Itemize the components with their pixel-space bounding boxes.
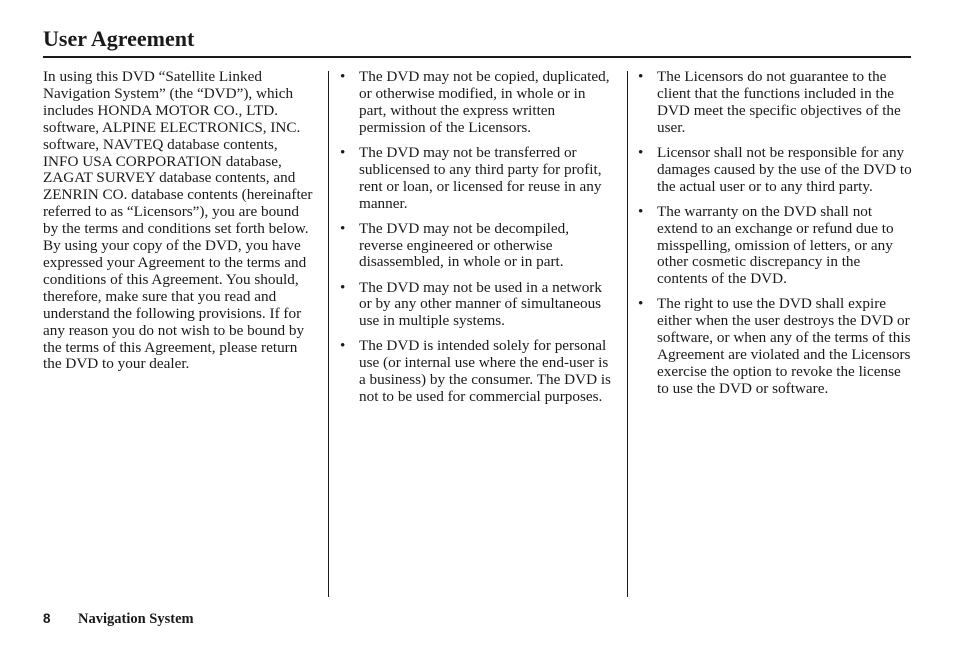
bullet-icon: • — [340, 219, 346, 237]
list-item-text: The right to use the DVD shall expire either when the user destroys the DVD or software, or when any of the terms of this Agreement are violated and the Licensors exercise the option to revoke the license to use the DVD or software. — [657, 295, 911, 397]
title-rule — [43, 56, 911, 58]
disclaimers-list — [638, 69, 912, 398]
intro-column — [43, 69, 315, 373]
intro-paragraph: In using this DVD “Satellite Linked Navigation System” (the “DVD”), which includes HONDA MOTOR CO., LTD. software, ALPINE ELECTRONICS, INC. software, NAVTEQ database contents, INFO USA CORPORATION database, ZAGAT SURVEY database contents, and ZENRIN CO. database contents (hereinafter referred to as “Licensors”), you are bound by the terms and conditions set forth below. — [43, 68, 313, 238]
bullet-icon: • — [340, 143, 346, 161]
list-item-text: The DVD may not be transferred or sublicensed to any third party for profit, rent or loan, or licensed for reuse in any manner. — [359, 143, 602, 212]
list-item — [340, 145, 616, 213]
list-item-text: Licensor shall not be responsible for any damages caused by the use of the DVD to the actual user or to any third party. — [657, 143, 912, 195]
bullet-icon: • — [638, 295, 644, 313]
footer-section-title: Navigation System — [78, 611, 194, 627]
bullet-icon: • — [638, 202, 644, 220]
bullet-icon: • — [340, 337, 346, 355]
column-divider-left — [328, 71, 329, 597]
list-item — [340, 69, 616, 137]
restrictions-column — [340, 69, 616, 414]
bullet-icon: • — [638, 68, 644, 85]
agreement-paragraph: By using your copy of the DVD, you have expressed your Agreement to the terms and conditions of this Agreement. You should, therefore, make sure that you read and understand the following provisions. If for any reason you do not wish to be bound by the terms of this Agreement, please return the DVD to your dealer. — [43, 237, 307, 373]
list-item — [638, 145, 912, 196]
bullet-icon: • — [340, 68, 346, 85]
list-item-text: The DVD may not be used in a network or by any other manner of simultaneous use in multiple systems. — [359, 278, 602, 330]
list-item-text: The Licensors do not guarantee to the client that the functions included in the DVD meet the specific objectives of the user. — [657, 68, 901, 136]
list-item — [340, 338, 616, 406]
column-divider-right — [627, 71, 628, 597]
list-item — [638, 296, 912, 397]
list-item-text: The warranty on the DVD shall not extend to an exchange or refund due to misspelling, omission of letters, or any other cosmetic discrepancy in the contents of the DVD. — [657, 202, 894, 288]
list-item — [638, 204, 912, 289]
list-item-text: The DVD may not be decompiled, reverse engineered or otherwise disassembled, in whole or in part. — [359, 219, 570, 271]
page-title: User Agreement — [43, 26, 195, 51]
bullet-icon: • — [638, 143, 644, 161]
list-item — [340, 280, 616, 331]
list-item — [638, 69, 912, 137]
bullet-icon: • — [340, 278, 346, 296]
list-item-text: The DVD may not be copied, duplicated, or otherwise modified, in whole or in part, without the express written permission of the Licensors. — [359, 68, 610, 136]
disclaimers-column — [638, 69, 912, 406]
restrictions-list — [340, 69, 616, 406]
list-item-text: The DVD is intended solely for personal use (or internal use where the end-user is a business) by the consumer. The DVD is not to be used for commercial purposes. — [359, 337, 611, 406]
list-item — [340, 221, 616, 272]
page-number: 8 — [43, 611, 51, 626]
